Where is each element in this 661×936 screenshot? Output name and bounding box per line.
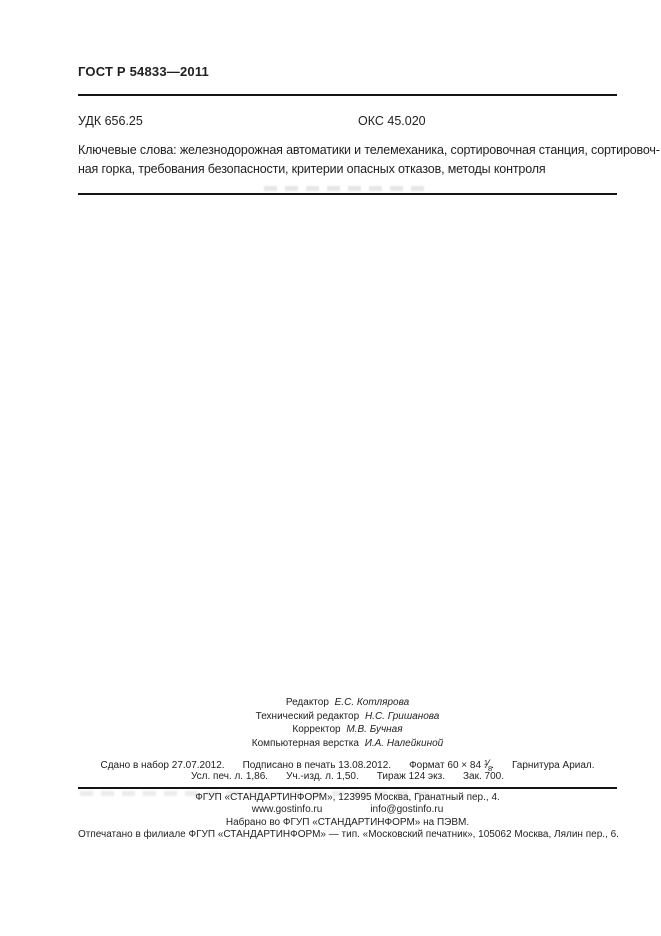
header-rule (78, 94, 617, 96)
format-fraction: $^1⁄_8$ (483, 757, 492, 773)
publisher-contacts (78, 804, 617, 816)
imprint-line-2 (78, 771, 617, 782)
staff-line-proofreader (78, 723, 617, 737)
print-bleed-artifact (264, 186, 424, 191)
staff-line-layout (78, 737, 617, 751)
staff-role: Технический редактор (255, 710, 360, 722)
imprint-usl-pech: Усл. печ. л. 1,86. (190, 771, 269, 782)
imprint-format: Формат 60 × 84 $^1⁄_8$. (409, 757, 494, 773)
staff-role: Редактор (285, 697, 329, 708)
publisher-block (78, 792, 617, 841)
staff-name: И.А. Налейкиной (364, 737, 444, 749)
staff-line-editor (78, 696, 617, 710)
publisher-email: info@gostinfo.ru (370, 804, 444, 816)
imprint-tirazh: Тираж 124 экз. (376, 771, 446, 782)
udk-classification: УДК 656.25 (78, 114, 143, 128)
doc-code-heading: ГОСТ Р 54833—2011 (78, 64, 209, 79)
staff-name: М.В. Бучная (346, 724, 403, 735)
publisher-typeset-note: Набрано во ФГУП «СТАНДАРТИНФОРМ» на ПЭВМ. (225, 816, 470, 828)
publisher-printed-note: Отпечатано в филиале ФГУП «СТАНДАРТИНФОРМ» — тип. «Московский печатник», 105062 Москва, Лялин пер., 6. (78, 828, 619, 840)
imprint-sdano: Сдано в набор 27.07.2012. (100, 760, 225, 771)
staff-name: Е.С. Котлярова (334, 697, 410, 708)
imprint-podpisano: Подписано в печать 13.08.2012. (242, 760, 392, 771)
staff-line-technical-editor (78, 710, 617, 724)
imprint-garnitura: Гарнитура Ариал. (511, 760, 595, 771)
imprint-zakaz: Зак. 700. (463, 771, 505, 782)
staff-role: Корректор (292, 724, 341, 735)
publisher-rule (78, 787, 617, 789)
imprint-uch-izd: Уч.-изд. л. 1,50. (286, 771, 359, 782)
keywords-line-1: Ключевые слова: железнодорожная автоматики и телемеханика, сортировочная станция, сортировоч- (78, 143, 660, 157)
keywords-paragraph (78, 141, 660, 179)
oks-classification: ОКС 45.020 (358, 114, 426, 128)
publisher-address: ФГУП «СТАНДАРТИНФОРМ», 123995 Москва, Гранатный пер., 4. (195, 792, 500, 803)
keywords-line-2: ная горка, требования безопасности, критерии опасных отказов, методы контроля (78, 162, 546, 176)
staff-credits (78, 696, 617, 750)
staff-name: Н.С. Гришанова (364, 710, 440, 722)
keywords-rule (78, 193, 617, 195)
publisher-website: www.gostinfo.ru (251, 804, 323, 816)
staff-role: Компьютерная верстка (251, 737, 359, 749)
